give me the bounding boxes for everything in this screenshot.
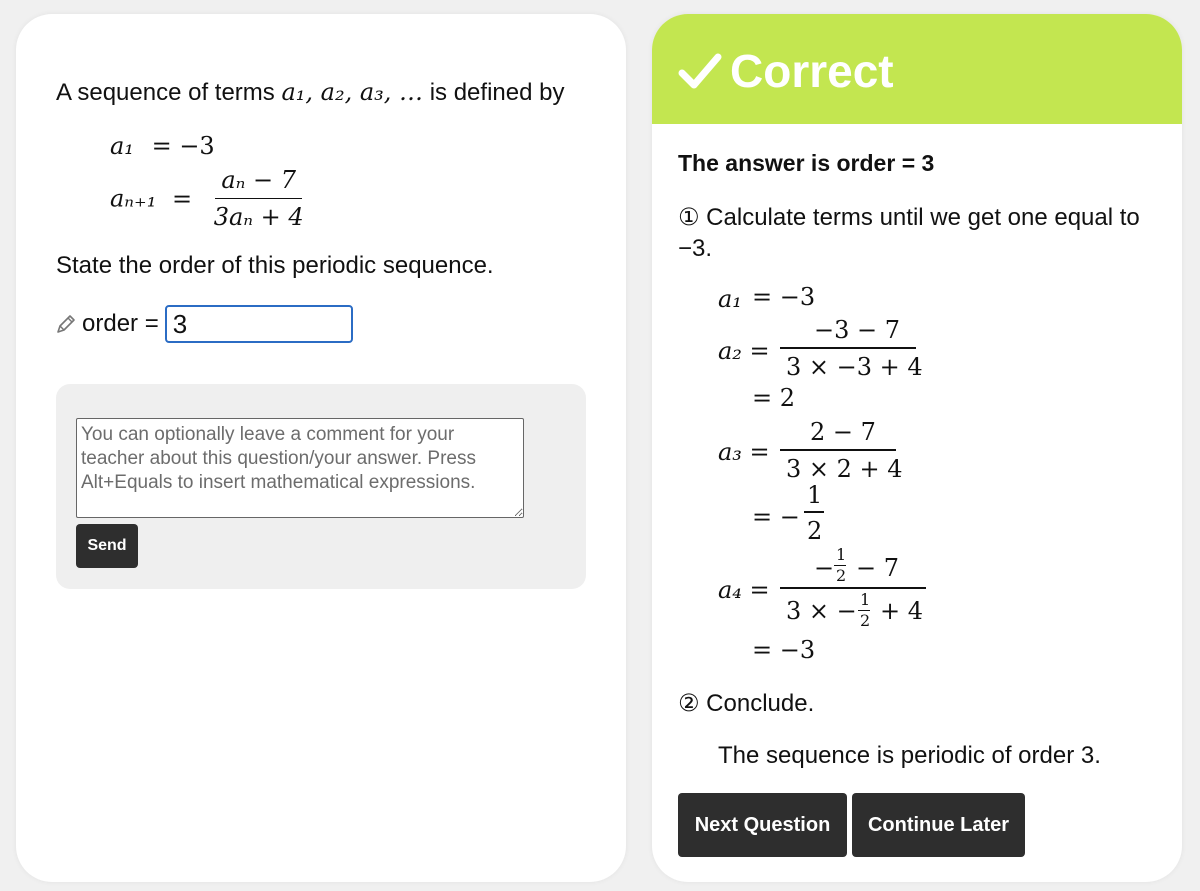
step-2-text: ② Conclude. <box>678 690 815 717</box>
a4-den-half-num: 1 <box>860 590 871 609</box>
feedback-card <box>652 14 1182 882</box>
a4-num-half-num: 1 <box>836 545 847 564</box>
step-1-text: ① Calculate terms until we get one equal to −3. <box>678 204 1140 263</box>
question-intro <box>56 78 564 107</box>
intro-suffix: is defined by <box>429 79 565 106</box>
a3-result-num: 1 <box>807 481 823 509</box>
a4-den-half-den: 2 <box>860 611 871 630</box>
a4-num-rest: − 7 <box>856 554 900 582</box>
send-button[interactable]: Send <box>76 524 138 568</box>
a2-result: = 2 <box>752 384 796 412</box>
a1-rhs: = −3 <box>752 283 816 311</box>
a4-num-minus: − <box>814 554 835 582</box>
intro-prefix: A sequence of terms <box>56 79 275 106</box>
question-card <box>16 14 626 882</box>
a4-den-rest: + 4 <box>880 597 924 625</box>
a2-fraction-bar <box>780 347 916 349</box>
a3-numerator: 2 − 7 <box>810 418 876 446</box>
def1-rhs: = −3 <box>151 132 215 160</box>
a4-den-pre: 3 × − <box>786 597 857 625</box>
answer-row <box>54 302 353 346</box>
answer-input[interactable] <box>165 305 353 343</box>
def2-lhs: aₙ₊₁ <box>110 184 157 213</box>
def1-lhs: a₁ <box>110 132 134 160</box>
answer-summary: The answer is order = 3 <box>678 150 935 176</box>
a2-numerator: −3 − 7 <box>814 316 901 344</box>
a4-num-half-den: 2 <box>836 566 847 585</box>
a4-result: = −3 <box>752 636 816 664</box>
def2-denominator: 3aₙ + 4 <box>213 203 304 231</box>
conclusion-text: The sequence is periodic of order 3. <box>718 742 1101 769</box>
comment-textarea[interactable] <box>76 418 524 518</box>
a3-denominator: 3 × 2 + 4 <box>786 455 903 483</box>
continue-later-button[interactable]: Continue Later <box>852 793 1025 857</box>
a3-fraction-bar <box>780 449 896 451</box>
a3-result-eq: = − <box>752 503 800 531</box>
question-prompt: State the order of this periodic sequence. <box>56 252 494 279</box>
a4-fraction-bar <box>780 587 926 589</box>
answer-label: order = <box>82 310 159 337</box>
a3-result-bar <box>804 511 824 513</box>
a2-denominator: 3 × −3 + 4 <box>786 353 923 381</box>
pencil-icon <box>54 312 78 336</box>
next-question-button[interactable]: Next Question <box>678 793 847 857</box>
a3-lhs: a₃ = <box>718 438 770 466</box>
def2-numerator: aₙ − 7 <box>215 166 302 199</box>
a3-result-den: 2 <box>807 517 823 545</box>
comment-panel <box>56 384 586 589</box>
def2-eq: = <box>171 184 193 213</box>
banner-title: Correct <box>730 45 894 97</box>
a2-lhs: a₂ = <box>718 337 770 365</box>
a1-lhs: a₁ <box>718 285 742 313</box>
recurrence-fraction <box>208 166 310 231</box>
definition-recurrence <box>110 166 310 231</box>
definition-a1 <box>110 132 215 160</box>
a4-lhs: a₄ = <box>718 576 770 604</box>
intro-terms: a₁, a₂, a₃, … <box>281 78 424 106</box>
